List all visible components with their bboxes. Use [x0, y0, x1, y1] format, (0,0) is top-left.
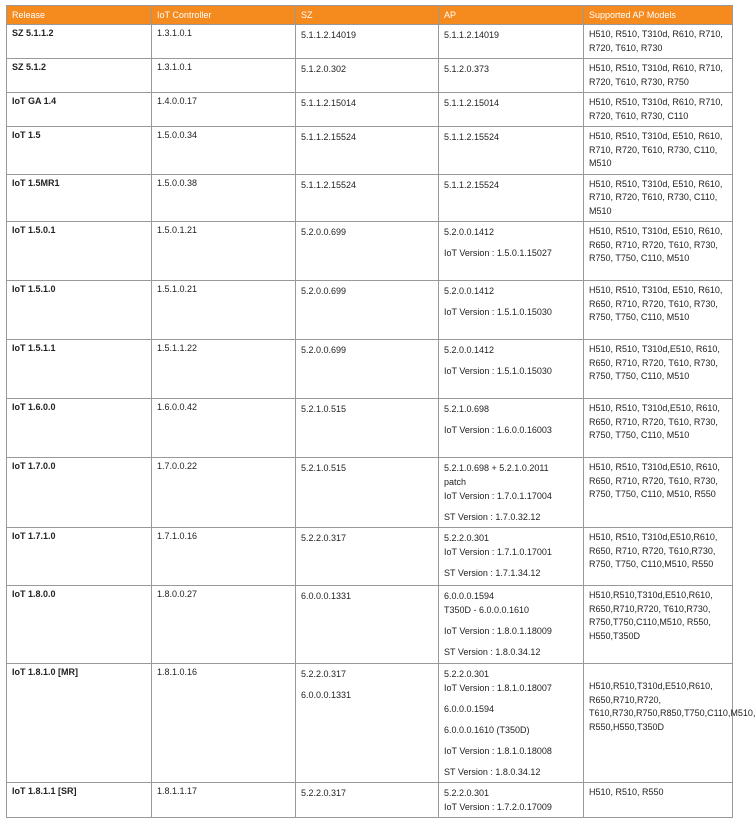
- ap-version: T350D - 6.0.0.0.1610: [444, 605, 530, 615]
- supported-ap-models-cell: H510,R510,T310d,E510,R610, R650,R710,R720, T610,R730,R750,R850,T750,C110,M510, R550,H550,T350D: [584, 664, 733, 783]
- ap-version: 5.1.2.0.373: [444, 64, 490, 74]
- sz-cell: [296, 340, 439, 399]
- table-row: [7, 664, 733, 783]
- iot-controller-cell: 1.6.0.0.42: [152, 399, 296, 458]
- ap-version: ST Version : 1.8.0.34.12: [444, 767, 541, 777]
- sz-cell: [296, 281, 439, 340]
- sz-cell: [296, 586, 439, 664]
- iot-controller-cell: 1.4.0.0.17: [152, 93, 296, 127]
- supported-ap-models-cell: H510, R510, T310d, R610, R710, R720, T610, R730, R750: [584, 59, 733, 93]
- release-cell: IoT 1.5.1.0: [7, 281, 152, 340]
- supported-ap-models-cell: H510, R510, T310d, R610, R710, R720, T610, R730: [584, 25, 733, 59]
- ap-version: 5.2.1.0.698: [444, 404, 490, 414]
- ap-version: IoT Version : 1.5.0.1.15027: [444, 248, 552, 258]
- ap-version: 5.2.0.0.1412: [444, 345, 495, 355]
- sz-cell: [296, 528, 439, 586]
- iot-controller-cell: 1.8.1.0.16: [152, 664, 296, 783]
- ap-cell: [439, 174, 584, 222]
- ap-cell: [439, 783, 584, 818]
- sz-cell: [296, 25, 439, 59]
- ap-version: ST Version : 1.7.1.34.12: [444, 568, 541, 578]
- supported-ap-models-cell: H510, R510, T310d, E510, R610, R650, R710, R720, T610, R730, R750, T750, C110, M510: [584, 281, 733, 340]
- ap-cell: [439, 222, 584, 281]
- ap-cell: [439, 127, 584, 175]
- release-cell: IoT 1.7.0.0: [7, 458, 152, 528]
- release-cell: IoT 1.7.1.0: [7, 528, 152, 586]
- release-cell: IoT 1.8.1.0 [MR]: [7, 664, 152, 783]
- table-row: [7, 528, 733, 586]
- release-cell: IoT 1.5: [7, 127, 152, 175]
- ap-version: 5.2.2.0.301: [444, 533, 490, 543]
- supported-ap-models-cell: H510, R510, T310d,E510, R610, R650, R710, R720, T610, R730, R750, T750, C110, M510: [584, 340, 733, 399]
- ap-version: IoT Version : 1.6.0.0.16003: [444, 425, 552, 435]
- release-cell: IoT 1.5.0.1: [7, 222, 152, 281]
- table-row: [7, 93, 733, 127]
- sz-version: 5.2.2.0.317: [301, 669, 347, 679]
- ap-version: 5.2.2.0.301: [444, 788, 490, 798]
- release-cell: IoT 1.8.0.0: [7, 586, 152, 664]
- ap-version: 6.0.0.0.1610 (T350D): [444, 725, 530, 735]
- ap-version: IoT Version : 1.8.1.0.18008: [444, 746, 552, 756]
- release-cell: SZ 5.1.2: [7, 59, 152, 93]
- ap-cell: [439, 664, 584, 783]
- table-row: [7, 340, 733, 399]
- sz-cell: [296, 127, 439, 175]
- ap-version: IoT Version : 1.7.0.1.17004: [444, 491, 552, 501]
- ap-version: IoT Version : 1.5.1.0.15030: [444, 366, 552, 376]
- table-row: [7, 458, 733, 528]
- ap-cell: [439, 399, 584, 458]
- supported-ap-models-cell: H510, R510, T310d, E510, R610, R710, R720, T610, R730, C110, M510: [584, 127, 733, 175]
- ap-version: ST Version : 1.8.0.34.12: [444, 647, 541, 657]
- table-row: [7, 222, 733, 281]
- sz-version: 5.2.2.0.317: [301, 533, 347, 543]
- ap-version: 6.0.0.0.1594: [444, 591, 495, 601]
- iot-controller-cell: 1.8.0.0.27: [152, 586, 296, 664]
- ap-cell: [439, 340, 584, 399]
- release-cell: IoT 1.6.0.0: [7, 399, 152, 458]
- sz-version: 5.2.1.0.515: [301, 463, 347, 473]
- ap-version: 5.2.2.0.301: [444, 669, 490, 679]
- header-sz: SZ: [296, 6, 439, 25]
- supported-ap-models-cell: H510, R510, T310d, R610, R710, R720, T610, R730, C110: [584, 93, 733, 127]
- sz-version: 5.2.2.0.317: [301, 788, 347, 798]
- sz-version: 5.2.0.0.699: [301, 345, 347, 355]
- table-row: [7, 783, 733, 818]
- table-body: [7, 25, 755, 818]
- ap-cell: [439, 458, 584, 528]
- sz-version: 5.2.0.0.699: [301, 286, 347, 296]
- ap-version: 5.1.1.2.15014: [444, 98, 500, 108]
- iot-controller-cell: 1.5.1.1.22: [152, 340, 296, 399]
- ap-cell: [439, 528, 584, 586]
- ap-version: 5.1.1.2.14019: [444, 30, 500, 40]
- ap-version: IoT Version : 1.8.1.0.18007: [444, 683, 552, 693]
- table-row: [7, 586, 733, 664]
- iot-controller-cell: 1.7.0.0.22: [152, 458, 296, 528]
- iot-controller-cell: 1.5.0.0.38: [152, 174, 296, 222]
- sz-cell: [296, 458, 439, 528]
- sz-version: 6.0.0.0.1331: [301, 690, 352, 700]
- sz-version: 5.1.1.2.15524: [301, 179, 357, 190]
- table-row: [7, 25, 733, 59]
- ap-version: 5.2.0.0.1412: [444, 286, 495, 296]
- ap-version: 5.1.1.2.15524: [444, 132, 500, 142]
- sz-cell: [296, 174, 439, 222]
- supported-ap-models-cell: H510,R510,T310d,E510,R610, R650,R710,R720, T610,R730, R750,T750,C110,M510, R550, H550,T350D: [584, 586, 733, 664]
- supported-ap-models-cell: H510, R510, T310d,E510, R610, R650, R710, R720, T610, R730, R750, T750, C110, M510: [584, 399, 733, 458]
- table-row: [7, 399, 733, 458]
- supported-ap-models-cell: H510, R510, T310d, E510, R610, R650, R710, R720, T610, R730, R750, T750, C110, M510: [584, 222, 733, 281]
- table-row: [7, 59, 733, 93]
- release-cell: IoT 1.5MR1: [7, 174, 152, 222]
- sz-version: 5.2.1.0.515: [301, 404, 347, 414]
- supported-ap-models-cell: H510, R510, T310d, E510, R610, R710, R720, T610, R730, C110, M510: [584, 174, 733, 222]
- sz-version: 6.0.0.0.1331: [301, 591, 352, 601]
- release-cell: SZ 5.1.1.2: [7, 25, 152, 59]
- header-release: Release: [7, 6, 152, 25]
- ap-cell: [439, 281, 584, 340]
- ap-version: IoT Version : 1.8.0.1.18009: [444, 626, 552, 636]
- release-cell: IoT GA 1.4: [7, 93, 152, 127]
- ap-version: IoT Version : 1.7.2.0.17009: [444, 802, 552, 812]
- table-row: [7, 174, 733, 222]
- iot-controller-cell: 1.5.1.0.21: [152, 281, 296, 340]
- header-supported-ap-models: Supported AP Models: [584, 6, 733, 25]
- ap-version: 6.0.0.0.1594: [444, 704, 495, 714]
- sz-cell: [296, 93, 439, 127]
- ap-version: IoT Version : 1.5.1.0.15030: [444, 307, 552, 317]
- ap-version: 5.1.1.2.15524: [444, 179, 500, 190]
- sz-cell: [296, 783, 439, 818]
- ap-version: 5.2.0.0.1412: [444, 227, 495, 237]
- iot-controller-cell: 1.7.1.0.16: [152, 528, 296, 586]
- sz-cell: [296, 59, 439, 93]
- ap-version: ST Version : 1.7.0.32.12: [444, 512, 541, 522]
- release-cell: IoT 1.5.1.1: [7, 340, 152, 399]
- supported-ap-models-cell: H510, R510, R550: [584, 783, 733, 818]
- ap-version: 5.2.1.0.698 + 5.2.1.0.2011: [444, 463, 549, 473]
- iot-controller-cell: 1.5.0.0.34: [152, 127, 296, 175]
- sz-version: 5.1.2.0.302: [301, 64, 347, 74]
- ap-version: patch: [444, 477, 467, 487]
- table-header-row: [7, 6, 733, 25]
- compatibility-table: [6, 5, 755, 818]
- ap-cell: [439, 25, 584, 59]
- sz-version: 5.1.1.2.14019: [301, 30, 357, 40]
- table-row: [7, 281, 733, 340]
- supported-ap-models-cell: H510, R510, T310d,E510, R610, R650, R710, R720, T610, R730, R750, T750, C110, M510, R550: [584, 458, 733, 528]
- ap-version: IoT Version : 1.7.1.0.17001: [444, 547, 552, 557]
- sz-cell: [296, 222, 439, 281]
- iot-controller-cell: 1.3.1.0.1: [152, 25, 296, 59]
- header-iot-controller: IoT Controller: [152, 6, 296, 25]
- iot-controller-cell: 1.3.1.0.1: [152, 59, 296, 93]
- header-ap: AP: [439, 6, 584, 25]
- sz-version: 5.2.0.0.699: [301, 227, 347, 237]
- ap-cell: [439, 93, 584, 127]
- iot-controller-cell: 1.8.1.1.17: [152, 783, 296, 818]
- ap-cell: [439, 59, 584, 93]
- iot-controller-cell: 1.5.0.1.21: [152, 222, 296, 281]
- supported-ap-models-cell: H510, R510, T310d,E510,R610, R650, R710, R720, T610,R730, R750, T750, C110,M510, R550: [584, 528, 733, 586]
- table-row: [7, 127, 733, 175]
- sz-cell: [296, 664, 439, 783]
- sz-cell: [296, 399, 439, 458]
- release-cell: IoT 1.8.1.1 [SR]: [7, 783, 152, 818]
- sz-version: 5.1.1.2.15014: [301, 98, 357, 108]
- ap-cell: [439, 586, 584, 664]
- sz-version: 5.1.1.2.15524: [301, 132, 357, 142]
